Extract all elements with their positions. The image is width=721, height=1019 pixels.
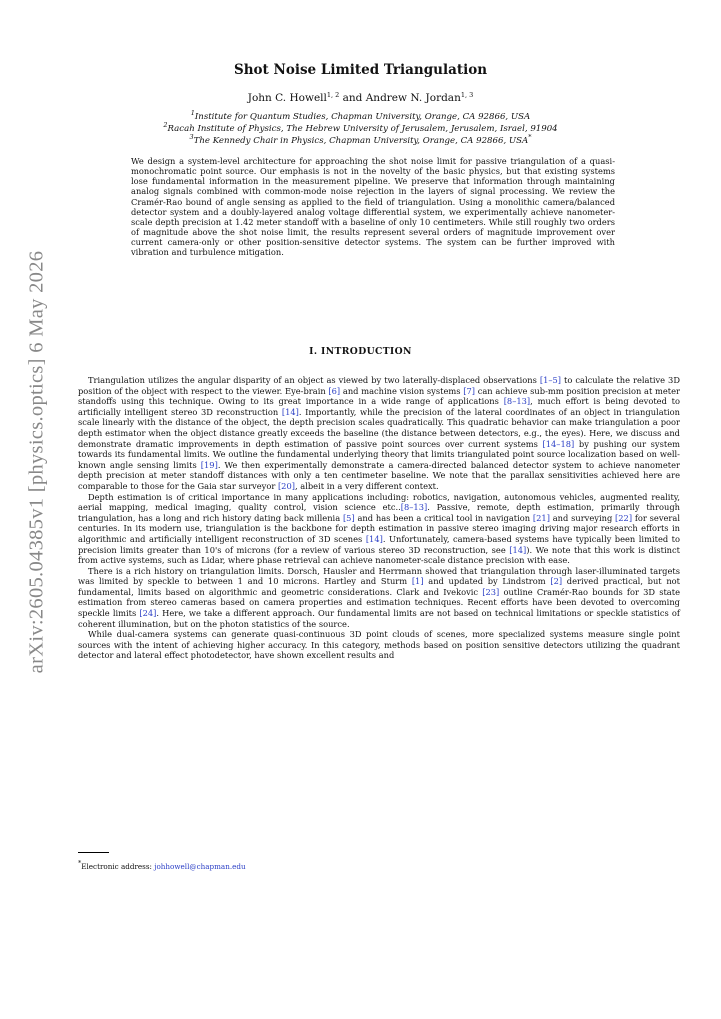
author-name: Andrew N. Jordan — [365, 92, 461, 104]
citation-link[interactable]: [1–5] — [539, 375, 562, 385]
affiliation-sup: 1 — [190, 109, 195, 117]
paragraph-text: , albeit in a very different context. — [294, 480, 439, 491]
paragraph-text: and machine vision systems — [340, 385, 464, 396]
citation-link[interactable]: [21] — [532, 512, 550, 523]
section-heading: I. INTRODUCTION — [309, 346, 412, 357]
footnote-rule — [78, 852, 109, 853]
abstract: We design a system-level architecture for approaching the shot noise limit for passive triangulation of a quasi-monochromatic point source. Our emphasis is not in the novelty of the basic physics, but that existing systems lose fundamental information in the measurement pipeline. We preserve that information through maintaining analog signals combined with common-mode noise rejection in the layers of signal processing. We review the Cramér-Rao bound of angle sensing as applied to the field of triangulation. Using a monolithic camera/balanced detector system and a doubly-layered analog voltage differential system, we experimentally achieve nanometer-scale depth precision at 1.42 meter standoff with a baseline of only 10 centimeters. While still roughly two orders of magnitude above the shot noise limit, the results represent several orders of magnitude improvement over current camera-only or other position-sensitive detector systems. The system can be further improved with vibration and turbulence mitigation. — [131, 156, 615, 258]
author-name: John C. Howell — [247, 92, 327, 104]
citation-link[interactable]: [14] — [509, 544, 527, 555]
paragraph-text: for several centuries. In its modern use, triangulation is the backbone for depth estimation in passive stereo imaging driving major research efforts in algorithmic and artificially intelligent reconstruction of 3D scenes — [78, 512, 680, 544]
paragraph-text: Depth estimation is of critical importance in many applications including: robotics, navigation, autonomous vehicles, augmented reality, aerial mapping, medical imaging, quality control, vision science etc.. — [78, 491, 680, 513]
citation-link[interactable]: [5] — [342, 512, 355, 523]
paragraph-text: ). We note that this work is distinct from active systems, such as Lidar, where phase retrieval can achieve nanometer-scale distance precision with ease. — [78, 544, 680, 566]
citation-link[interactable]: [24] — [139, 608, 157, 619]
affiliation-text: The Kennedy Chair in Physics, Chapman University, Orange, CA 92866, USA — [193, 136, 529, 146]
paragraph-text: to calculate the relative 3D position of the object with respect to the viewer. Eye-brain — [78, 375, 680, 396]
paragraph — [78, 375, 680, 492]
paragraph-text: outline Cramér-Rao bounds for 3D state estimation from stereo cameras based on camera properties and estimation techniques. Recent efforts have been devoted to overcoming speckle limits — [78, 586, 680, 619]
citation-link[interactable]: [14] — [281, 406, 299, 417]
affiliation-text: Racah Institute of Physics, The Hebrew University of Jerusalem, Jerusalem, Israel, 91904 — [167, 124, 558, 134]
footnote-mark: * — [528, 133, 532, 141]
citation-link[interactable]: [8–13] — [503, 396, 531, 407]
affiliation-text: Institute for Quantum Studies, Chapman University, Orange, CA 92866, USA — [194, 112, 531, 122]
author-affil-sup: 1, 3 — [460, 91, 474, 99]
paragraph-text: . Here, we take a different approach. Our fundamental limits are not based on technical limitations or speckle statistics of coherent illumination, but on the photon statistics of the source. — [78, 608, 680, 629]
citation-link[interactable]: [8–13] — [400, 502, 428, 513]
author-conjunction: and — [342, 92, 363, 104]
paragraph — [78, 629, 680, 661]
paragraph-text: and surveying — [549, 512, 616, 523]
paragraph-text: While dual-camera systems can generate quasi-continuous 3D point clouds of scenes, more specialized systems measure single point sources with the intent of achieving higher accuracy. In this category, methods based on position sensitive detectors utilizing the quadrant detector and lateral effect photodetector, have shown excellent results and — [78, 629, 680, 661]
affiliation — [0, 133, 721, 146]
citation-link[interactable]: [20] — [277, 480, 295, 491]
paragraph-text: There is a rich history on triangulation limits. Dorsch, Hausler and Herrmann showed that triangulation through laser-illuminated targets was limited by speckle to between 1 and 10 microns. Hartley and Sturm — [78, 565, 680, 587]
citation-link[interactable]: [6] — [328, 385, 341, 396]
citation-link[interactable]: [14] — [365, 533, 383, 544]
author-line — [0, 92, 721, 104]
paragraph-text: by pushing our system towards its fundamental limits. We outline the fundamental underlying theory that limits triangulated point source localization based on well-known angle sensing limits — [78, 438, 680, 470]
footnote — [78, 859, 246, 871]
paragraph-text: and updated by Lindstrom — [423, 576, 551, 587]
paper-title: Shot Noise Limited Triangulation — [233, 62, 488, 78]
paragraph-text: and has been a critical tool in navigation — [354, 512, 533, 523]
citation-link[interactable]: [23] — [482, 586, 500, 597]
citation-link[interactable]: [19] — [200, 459, 218, 470]
citation-link[interactable]: [7] — [463, 385, 475, 396]
affiliation — [0, 121, 721, 134]
paragraph — [78, 492, 680, 566]
paragraph-text: . Unfortunately, camera-based systems have typically been limited to precision limits greater than 10's of microns (for a review of various stereo 3D reconstruction, see — [78, 533, 680, 555]
citation-link[interactable]: [14–18] — [542, 438, 575, 449]
affiliation — [0, 109, 721, 122]
citation-link[interactable]: [2] — [550, 576, 563, 587]
citation-link[interactable]: [22] — [615, 512, 633, 523]
affiliation-sup: 3 — [189, 133, 194, 141]
paragraph — [78, 566, 680, 630]
footnote-label: Electronic address: — [81, 862, 155, 871]
arxiv-sidebar-stamp — [18, 232, 56, 692]
paragraph-text: can achieve sub-mm position precision at meter standoffs using this technique. Owing to its great importance in a wide range of applications — [78, 385, 680, 407]
author-affil-sup: 1, 2 — [326, 91, 340, 99]
paragraph-text: . Importantly, while the precision of the lateral coordinates of an object in triangulation scale linearly with the distance of the object, the depth precision scales quadratically. This quadratic behavior can make triangulation a poor depth estimator when the object distance greatly exceeds the baseline (the distance between detectors, e.g., the eyes). Here, we discuss and demonstrate dramatic improvements in depth estimation of passive point sources over current systems — [78, 406, 680, 449]
paragraph-text: derived practical, but not fundamental, limits based on algorithmic and geometric considerations. Clark and Ivekovic — [78, 576, 680, 597]
paragraph-text: Triangulation utilizes the angular disparity of an object as viewed by two laterally-displaced observations — [88, 375, 540, 385]
paragraph-text: . We then experimentally demonstrate a camera-directed balanced detector system to achieve nanometer depth precision at meter standoff distances with only a ten centimeter baseline. We note that the parallax sensitivities achieved here are comparable to those for the Gaia star surveyor — [78, 459, 680, 491]
body-text — [78, 375, 680, 661]
footnote-email-link[interactable]: johhowell@chapman.edu — [154, 862, 246, 871]
arxiv-id: arXiv:2605.04385v1 [physics.optics] 6 May 2026 — [25, 250, 48, 674]
paragraph-text: . Passive, remote, depth estimation, primarily through triangulation, has a long and rich history dating back millenia — [78, 502, 680, 523]
paragraph-text: , much effort is being devoted to artificially intelligent stereo 3D reconstruction — [78, 396, 680, 417]
affiliation-sup: 2 — [163, 121, 168, 129]
citation-link[interactable]: [1] — [411, 576, 424, 587]
footnote-mark: * — [78, 859, 82, 867]
